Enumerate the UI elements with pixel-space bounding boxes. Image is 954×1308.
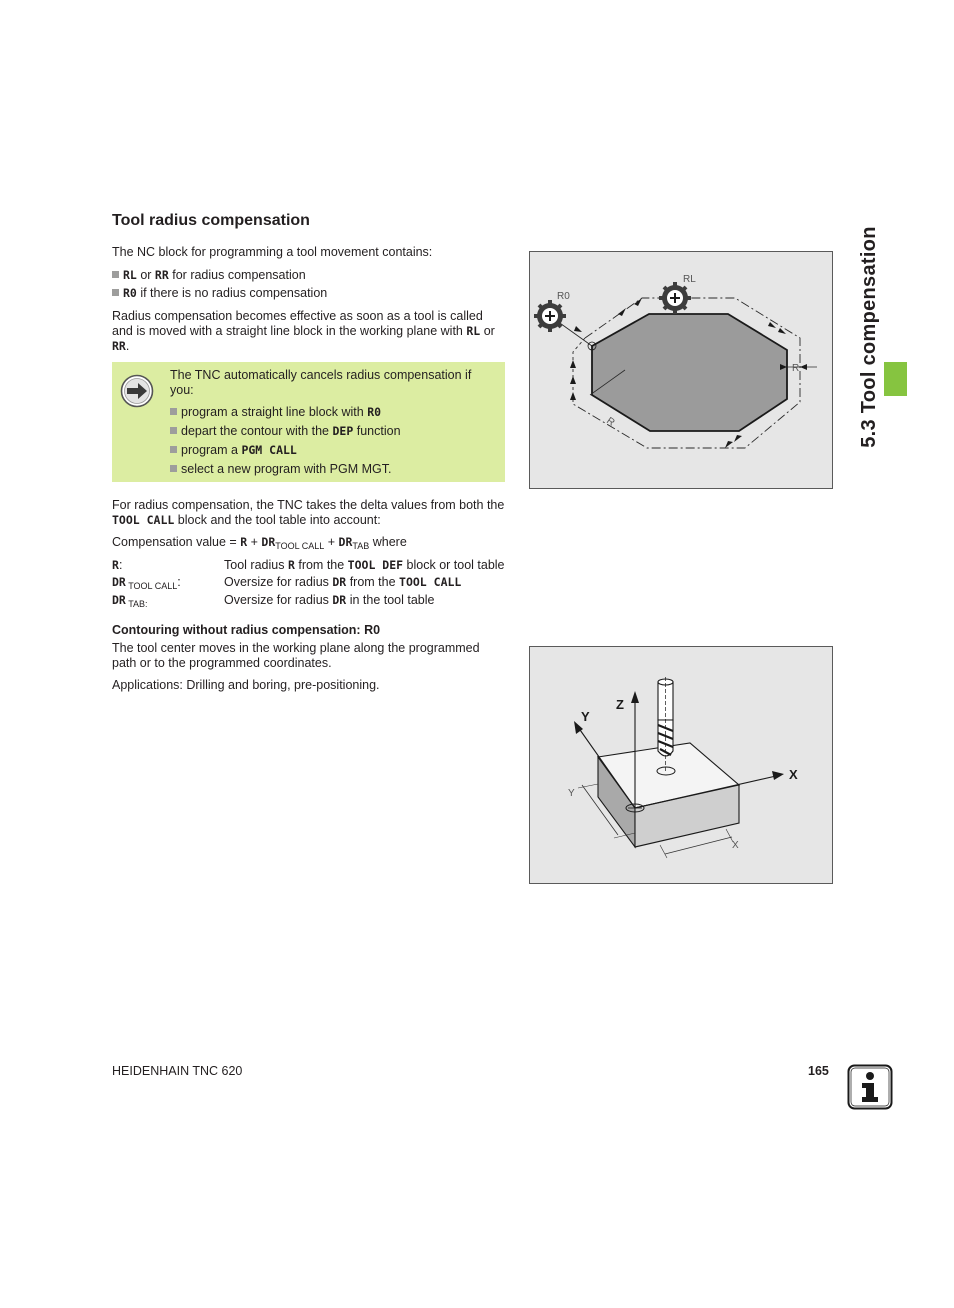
chapter-tab-marker <box>884 362 907 396</box>
list-item: program a straight line block with R0 <box>170 405 500 424</box>
workpiece-3d-diagram <box>530 647 832 883</box>
info-icon <box>847 1064 893 1110</box>
list-item: depart the contour with the DEP function <box>170 424 500 443</box>
r0-label: R0 <box>557 291 570 302</box>
bullet-square-icon <box>170 465 177 472</box>
x-axis-label: X <box>789 767 798 782</box>
bullet-square-icon <box>170 427 177 434</box>
list-item: R0 if there is no radius compensation <box>112 286 327 304</box>
r0-drilling-figure <box>529 646 833 884</box>
definition-table <box>112 558 512 614</box>
radius-label: R <box>792 363 800 374</box>
bullet-square-icon <box>112 289 119 296</box>
x-dimension-line <box>665 837 732 854</box>
approach-path <box>573 338 585 402</box>
note-box: The TNC automatically cancels radius compensation if you: program a straight line block with R0 depart the contour with the DEP function program a PGM CALL select a new program with PGM MGT. <box>112 362 505 482</box>
table-row: R: Tool radius R from the TOOL DEF block or tool table <box>112 558 505 572</box>
section-title: Tool radius compensation <box>112 212 310 229</box>
footer-product: HEIDENHAIN TNC 620 <box>112 1064 243 1078</box>
radius-label: R <box>604 415 617 429</box>
bullet-square-icon <box>170 446 177 453</box>
bullet-list <box>112 268 327 304</box>
y-axis-label: Y <box>581 709 590 724</box>
chapter-side-title-wrap <box>858 213 880 448</box>
delta-paragraph: For radius compensation, the TNC takes the delta values from both the TOOL CALL block and the tool table into account: <box>112 498 505 527</box>
radius-paragraph: Radius compensation becomes effective as soon as a tool is called and is moved with a straight line block in the working plane with RL or RR. <box>112 309 495 353</box>
list-item: select a new program with PGM MGT. <box>170 462 500 481</box>
list-item: program a PGM CALL <box>170 443 500 462</box>
rl-label: RL <box>683 274 696 285</box>
y-dimension-label: Y <box>568 788 575 799</box>
rl-cutter-icon <box>659 282 691 314</box>
x-dimension-label: X <box>732 840 739 851</box>
applications-text: Applications: Drilling and boring, pre-positioning. <box>112 678 380 692</box>
bullet-square-icon <box>112 271 119 278</box>
z-axis-label: Z <box>616 697 624 712</box>
table-row: DR $_{TAB:}$ Oversize for radius DR in the tool table <box>112 593 435 609</box>
intro-text: The NC block for programming a tool movement contains: <box>112 245 433 259</box>
list-item: RL or RR for radius compensation <box>112 268 327 286</box>
formula: Compensation value = $R + DR_{TOOL CALL} + DR_{TAB}$ where <box>112 535 407 551</box>
radius-compensation-figure <box>529 251 833 489</box>
arrow-right-icon <box>120 374 154 408</box>
table-row: DR $_{TOOL CALL}$: Oversize for radius DR from the TOOL CALL <box>112 575 462 591</box>
chapter-side-title: 5.3 Tool compensation <box>858 226 880 448</box>
subsection-title: Contouring without radius compensation: R0 <box>112 623 381 637</box>
bullet-square-icon <box>170 408 177 415</box>
page-number: 165 <box>808 1064 829 1078</box>
r0-cutter-icon <box>534 300 566 332</box>
r0-paragraph: The tool center moves in the working plane along the programmed path or to the programmed coordinates. <box>112 641 480 670</box>
octagon-contour-diagram <box>530 252 832 488</box>
